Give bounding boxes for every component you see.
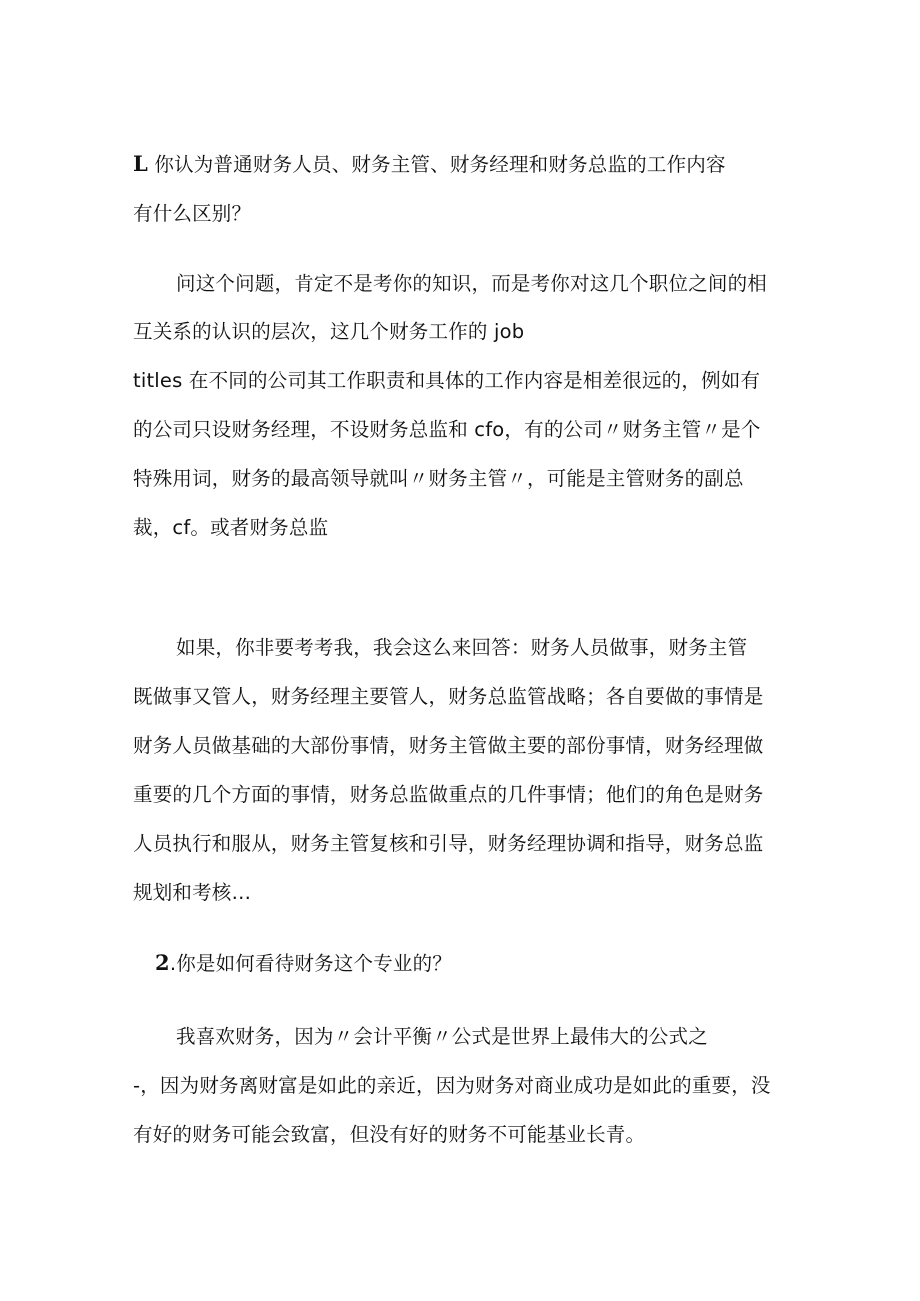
paragraph-2-line: 重要的几个方面的事情，财务总监做重点的几件事情；他们的角色是财务 xyxy=(133,783,764,806)
paragraph-2-line: 规划和考核… xyxy=(133,881,252,904)
paragraph-1-line: 问这个问题，肯定不是考你的知识，而是考你对这几个职位之间的相 xyxy=(176,272,768,295)
paragraph-1-line: 裁，cf。或者财务总监 xyxy=(133,516,329,539)
paragraph-1-line: titles 在不同的公司其工作职责和具体的工作内容是相差很远的，例如有 xyxy=(133,369,761,392)
question-1-number: L xyxy=(133,151,148,176)
paragraph-2-line: 如果，你非要考考我，我会这么来回答：财务人员做事，财务主管 xyxy=(176,636,748,659)
paragraph-2-line: 人员执行和服从，财务主管复核和引导，财务经理协调和指导，财务总监 xyxy=(133,832,764,855)
paragraph-2-line: 财务人员做基础的大部份事情，财务主管做主要的部份事情，财务经理做 xyxy=(133,734,764,757)
question-1-line-2: 有什么区别？ xyxy=(133,202,252,225)
question-2-text: .你是如何看待财务这个专业的？ xyxy=(169,952,453,975)
paragraph-3-line: 我喜欢财务，因为〃会计平衡〃公式是世界上最伟大的公式之 xyxy=(176,1025,708,1048)
paragraph-1-line: 互关系的认识的层次，这几个财务工作的 job xyxy=(133,320,525,343)
paragraph-1-line: 的公司只设财务经理，不设财务总监和 cfo，有的公司〃财务主管〃是个 xyxy=(133,418,761,441)
paragraph-2-line: 既做事又管人，财务经理主要管人，财务总监管战略；各自要做的事情是 xyxy=(133,685,764,708)
paragraph-3-line: 有好的财务可能会致富，但没有好的财务不可能基业长青。 xyxy=(133,1123,646,1146)
paragraph-1-line: 特殊用词，财务的最高领导就叫〃财务主管〃，可能是主管财务的副总 xyxy=(133,467,744,490)
paragraph-3-line: -，因为财务离财富是如此的亲近，因为财务对商业成功是如此的重要，没 xyxy=(133,1074,771,1097)
question-1-line-1 xyxy=(133,152,726,177)
question-2-line xyxy=(155,951,452,976)
question-2-number: 2 xyxy=(155,950,170,975)
question-1-text: 你认为普通财务人员、财务主管、财务经理和财务总监的工作内容 xyxy=(147,153,726,176)
